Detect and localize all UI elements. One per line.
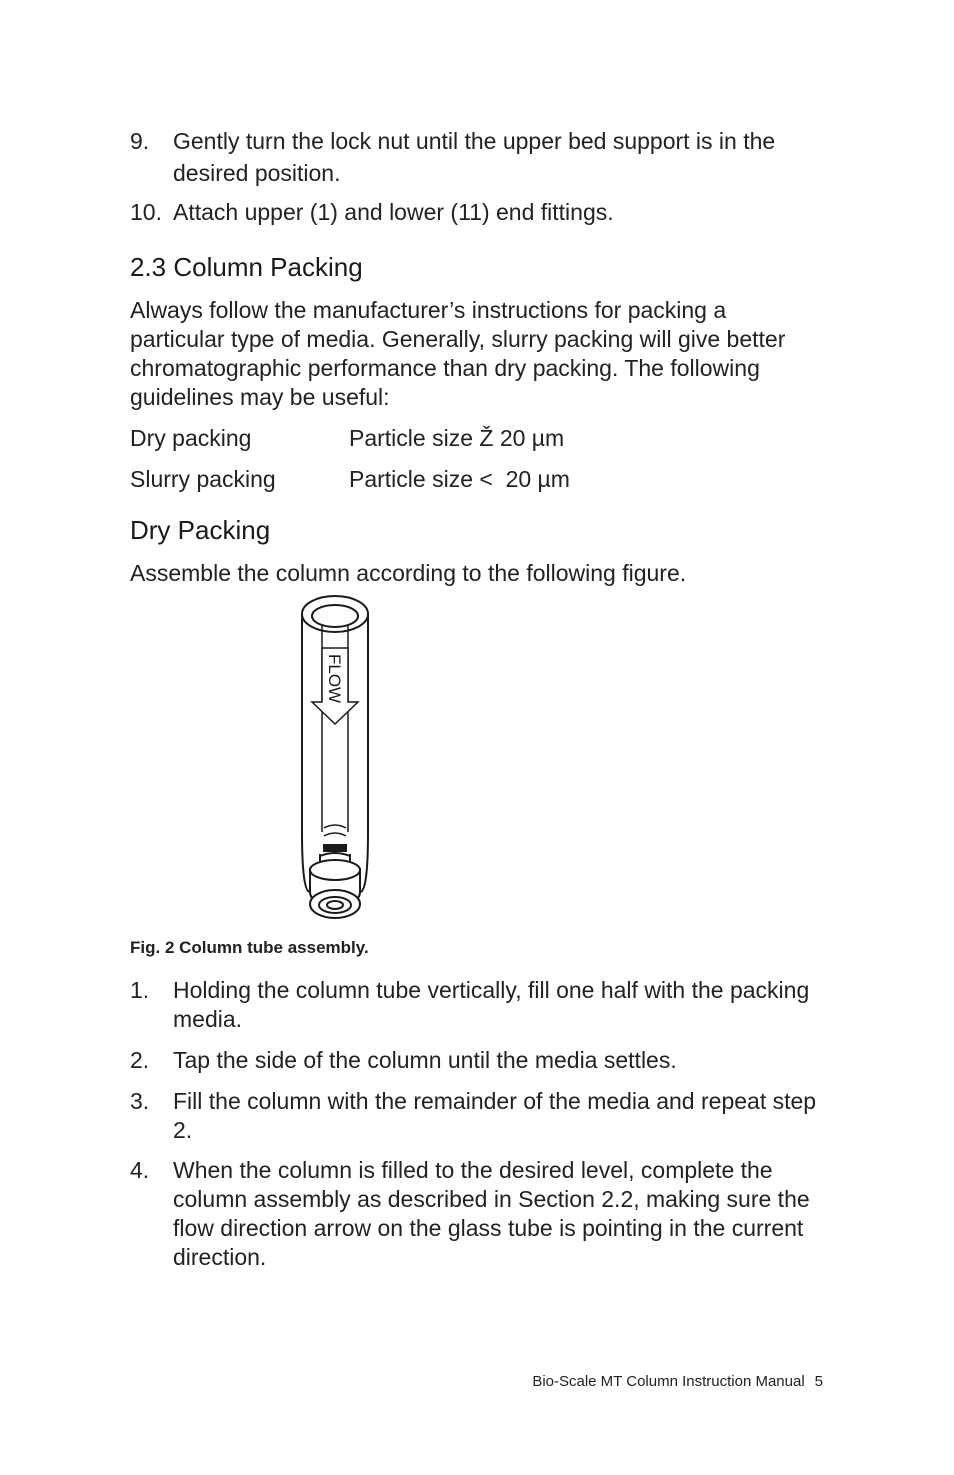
- step-3: [130, 1087, 830, 1145]
- footer-title: Bio-Scale MT Column Instruction Manual: [532, 1373, 805, 1390]
- guideline-criterion: Particle size Ž 20 µm: [349, 425, 565, 451]
- step-10: [130, 198, 830, 227]
- step-number: 10.: [130, 199, 162, 225]
- column-tube-figure: [290, 592, 390, 924]
- step-number: 2.: [130, 1047, 150, 1073]
- page-footer: [532, 1373, 823, 1390]
- step-text: Fill the column with the remainder of the media and repeat step 2.: [173, 1088, 817, 1143]
- step-text: Holding the column tube vertically, fill one half with the packing media.: [173, 977, 810, 1032]
- guideline-criterion: Particle size < 20 µm: [349, 466, 570, 492]
- step-number: 9.: [130, 128, 150, 154]
- page-number: 5: [814, 1373, 823, 1390]
- section-intro: Always follow the manufacturer’s instructions for packing a particular type of media. Generally, slurry packing will give better chromatographic performance than dry packing. The following guidelines may be useful:: [130, 297, 786, 410]
- step-number: 4.: [130, 1157, 150, 1183]
- step-text: Tap the side of the column until the media settles.: [173, 1047, 677, 1073]
- subsection-heading: Dry Packing: [130, 515, 271, 545]
- step-text: Attach upper (1) and lower (11) end fittings.: [173, 199, 614, 225]
- step-9: [130, 125, 830, 189]
- step-4: [130, 1156, 830, 1272]
- step-number: 1.: [130, 977, 150, 1003]
- subsection-intro: Assemble the column according to the following figure.: [130, 560, 687, 586]
- step-2: [130, 1046, 830, 1075]
- step-text: Gently turn the lock nut until the upper bed support is in the desired position.: [173, 128, 776, 186]
- guideline-method: Dry packing: [130, 425, 252, 451]
- guideline-method: Slurry packing: [130, 466, 276, 492]
- step-1: [130, 976, 830, 1034]
- flow-label: FLOW: [325, 654, 344, 704]
- step-text: When the column is filled to the desired level, complete the column assembly as described in Section 2.2, making sure the flow direction arrow on the glass tube is pointing in the current direction.: [173, 1157, 810, 1270]
- section-heading: 2.3 Column Packing: [130, 252, 363, 282]
- step-number: 3.: [130, 1088, 150, 1114]
- figure-caption: Fig. 2 Column tube assembly.: [130, 938, 369, 957]
